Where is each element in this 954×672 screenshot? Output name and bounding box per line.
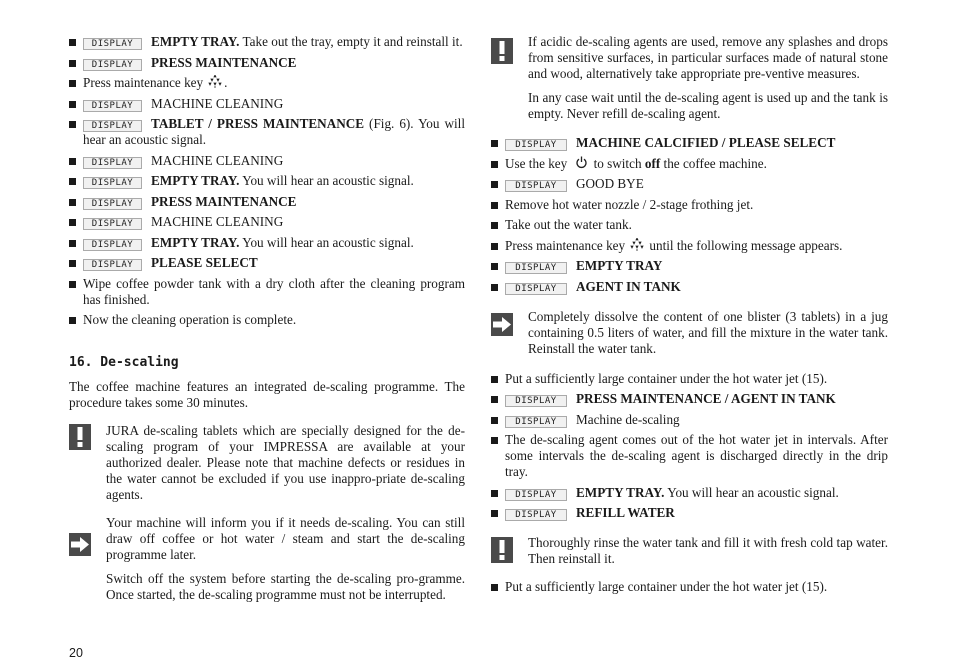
maintenance-key-icon (208, 75, 222, 88)
list-item (69, 173, 465, 189)
bullet (491, 376, 498, 383)
step-text: to switch (590, 155, 645, 171)
warning-text: JURA de-scaling tablets which are specially designed for the de-scaling program of your IMPRESSA are available at your authorized dealer. Please note that machine defects or residues in the water cannot be excluded if you use inappro-priate de-scaling agents. (106, 423, 465, 502)
step-text: Machine de-scaling (576, 411, 680, 427)
step-text: Press maintenance key (83, 75, 204, 90)
bullet (69, 39, 76, 46)
list-item (491, 412, 888, 428)
bullet (69, 260, 76, 267)
bullet (491, 140, 498, 147)
step-bold-text: off (644, 155, 661, 171)
step-bold-text: REFILL WATER (576, 505, 675, 520)
bullet (69, 317, 76, 324)
warning-icon (69, 424, 91, 450)
display-icon: DISPLAY (505, 489, 567, 501)
bullet (491, 222, 498, 229)
warning-icon (491, 38, 513, 64)
warning-note (69, 423, 465, 503)
maintenance-key-icon (630, 238, 644, 251)
list-item (491, 432, 888, 480)
list-item (69, 116, 465, 148)
step-text: The de-scaling agent comes out of the hot water jet in intervals. After some intervals the de-scaling agent is discharged directly in the drip tray. (505, 432, 888, 479)
bullet (491, 510, 498, 517)
descaling-intro: The coffee machine features an integrated de-scaling programme. The procedure takes some 30 minutes. (69, 379, 465, 410)
bullet (491, 417, 498, 424)
arrow-right-icon (491, 313, 513, 336)
step-text: Put a sufficiently large container under the hot water jet (15). (505, 370, 828, 386)
bullet (69, 240, 76, 247)
step-bold-text: TABLET / PRESS MAINTENANCE (151, 116, 365, 131)
list-item (69, 153, 465, 169)
display-icon: DISPLAY (505, 416, 567, 428)
display-icon: DISPLAY (83, 259, 142, 271)
bullet (491, 284, 498, 291)
step-text: You will hear an acoustic signal. (664, 484, 839, 500)
step-bold-text: EMPTY TRAY. (151, 173, 240, 188)
warning-text: If acidic de-scaling agents are used, remove any splashes and drops from sensitive surfaces, in particular surfaces made of natural stone and wood, alternatively take appropriate pre-ventive measures. (528, 34, 888, 81)
list-item (69, 75, 465, 91)
display-icon: DISPLAY (83, 59, 142, 71)
right-column (491, 34, 888, 600)
display-icon: DISPLAY (83, 38, 142, 50)
step-bold-text: PRESS MAINTENANCE (151, 193, 297, 209)
list-item (69, 312, 465, 328)
step-text: You will hear an acoustic signal. (239, 234, 414, 250)
page-number: 20 (69, 646, 83, 660)
step-text: the coffee machine. (660, 155, 767, 171)
display-icon: DISPLAY (505, 509, 567, 521)
step-bold-text: AGENT IN TANK (576, 278, 681, 294)
display-icon: DISPLAY (505, 395, 567, 407)
display-icon: DISPLAY (83, 218, 142, 230)
list-item (491, 176, 888, 192)
list-item (491, 485, 888, 501)
step-text: MACHINE CLEANING (151, 95, 284, 111)
warning-text: Thoroughly rinse the water tank and fill it with fresh cold tap water. Then reinstall it. (528, 535, 888, 566)
descaling-steps (491, 135, 888, 295)
list-item (69, 96, 465, 112)
bullet (491, 181, 498, 188)
list-item (491, 135, 888, 151)
step-text: Take out the water tank. (505, 217, 632, 232)
step-bold-text: EMPTY TRAY (576, 258, 663, 273)
list-item (491, 238, 888, 254)
display-icon: DISPLAY (83, 177, 142, 189)
step-text: Take out the tray, empty it and reinstall it. (239, 34, 463, 49)
step-text: MACHINE CLEANING (151, 214, 284, 229)
list-item (69, 214, 465, 230)
display-icon: DISPLAY (83, 120, 142, 132)
step-bold-text: EMPTY TRAY. (151, 234, 240, 250)
list-item (491, 505, 888, 521)
step-text: You will hear an acoustic signal. (239, 173, 414, 188)
list-item (491, 279, 888, 295)
step-bold-text: EMPTY TRAY. (151, 34, 240, 49)
display-icon: DISPLAY (83, 198, 142, 210)
bullet (69, 219, 76, 226)
step-text: Remove hot water nozzle / 2-stage frothing jet. (505, 196, 754, 212)
bullet (491, 161, 498, 168)
list-item (69, 235, 465, 251)
list-item (491, 197, 888, 213)
cleaning-steps (69, 34, 465, 328)
display-icon: DISPLAY (505, 262, 567, 274)
step-text: MACHINE CLEANING (151, 152, 284, 168)
bullet (69, 178, 76, 185)
step-bold-text: PLEASE SELECT (151, 255, 258, 270)
step-text: GOOD BYE (576, 176, 644, 191)
bullet (491, 584, 498, 591)
step-text: Use the key (505, 155, 568, 171)
step-text: Put a sufficiently large container under the hot water jet (15). (505, 579, 828, 594)
list-item (491, 258, 888, 274)
step-text: (Fig. 6). You will hear an acoustic signal. (83, 116, 465, 147)
warning-note (491, 535, 888, 567)
warning-text: In any case wait until the de-scaling agent is used up and the tank is empty. Never refill de-scaling agent. (528, 90, 888, 121)
step-bold-text: MACHINE CALCIFIED / PLEASE SELECT (576, 135, 836, 150)
bullet (69, 199, 76, 206)
arrow-right-icon (69, 533, 91, 556)
bullet (491, 202, 498, 209)
display-icon: DISPLAY (83, 239, 142, 251)
list-item (491, 579, 888, 595)
list-item (69, 34, 465, 50)
bullet (491, 263, 498, 270)
power-key-icon (575, 156, 588, 169)
bullet (69, 101, 76, 108)
step-text: Press maintenance key (505, 237, 626, 253)
left-column (69, 34, 465, 611)
warning-icon (491, 537, 513, 563)
tip-text: Completely dissolve the content of one blister (3 tablets) in a jug containing 0.5 liters of water, and fill the mixture in the water tank. Reinstall the water tank. (528, 308, 888, 356)
step-text: Wipe coffee powder tank with a dry cloth after the cleaning program has finished. (83, 275, 465, 307)
bullet (69, 80, 76, 87)
display-icon: DISPLAY (83, 157, 142, 169)
bullet (491, 437, 498, 444)
bullet (69, 281, 76, 288)
step-text: . (224, 75, 228, 90)
step-bold-text: EMPTY TRAY. (576, 484, 665, 500)
bullet (491, 243, 498, 250)
display-icon: DISPLAY (505, 180, 567, 192)
list-item (69, 194, 465, 210)
bullet (69, 121, 76, 128)
step-bold-text: PRESS MAINTENANCE / AGENT IN TANK (576, 391, 836, 406)
list-item (69, 255, 465, 271)
list-item (69, 55, 465, 71)
bullet (69, 60, 76, 67)
tip-note (69, 515, 465, 603)
list-item (491, 217, 888, 233)
step-text: Now the cleaning operation is complete. (83, 312, 297, 327)
descaling-steps-continued (491, 371, 888, 522)
display-icon: DISPLAY (505, 283, 567, 295)
bullet (69, 158, 76, 165)
list-item (491, 156, 888, 172)
warning-note (491, 34, 888, 122)
bullet (491, 490, 498, 497)
display-icon: DISPLAY (505, 139, 567, 151)
list-item (69, 276, 465, 308)
display-icon: DISPLAY (83, 100, 142, 112)
step-text: until the following message appears. (646, 237, 843, 253)
tip-note (491, 309, 888, 357)
list-item (491, 371, 888, 387)
tip-paragraph: Your machine will inform you if it needs de-scaling. You can still draw off coffee or hot water / steam and start the de-scaling programme later. (106, 515, 465, 562)
tip-paragraph: Switch off the system before starting the de-scaling pro-gramme. Once started, the de-scaling programme must not be interrupted. (106, 571, 465, 602)
section-heading: 16. De-scaling (69, 355, 179, 370)
bullet (491, 396, 498, 403)
list-item (491, 391, 888, 407)
step-bold-text: PRESS MAINTENANCE (151, 54, 297, 70)
